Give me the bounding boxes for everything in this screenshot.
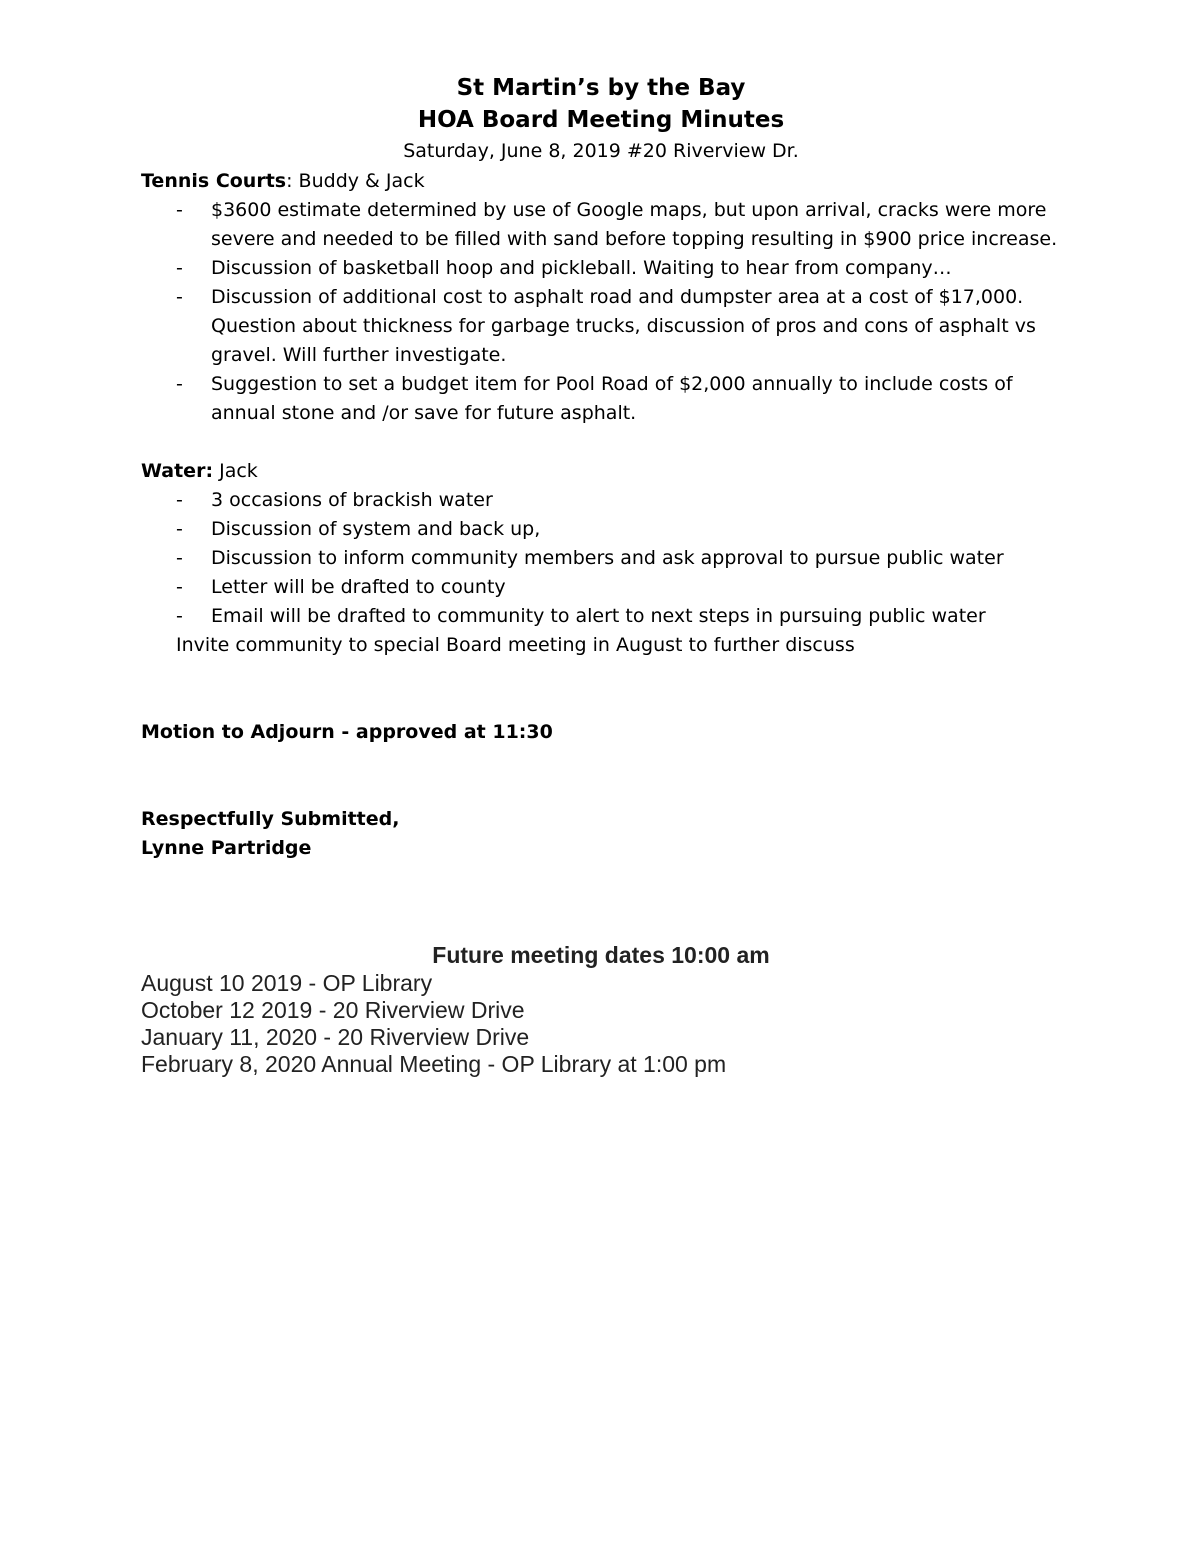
signoff-line: Respectfully Submitted, xyxy=(141,808,400,830)
water-items-list xyxy=(141,486,1061,631)
list-item-text: Discussion to inform community members and ask approval to pursue public water xyxy=(211,547,1004,569)
list-item xyxy=(141,283,1061,370)
list-item: February 8, 2020 Annual Meeting - OP Library at 1:00 pm xyxy=(141,1051,727,1077)
list-item: October 12 2019 - 20 Riverview Drive xyxy=(141,997,525,1023)
dash-bullet: - xyxy=(176,605,183,627)
spacer xyxy=(141,660,1061,718)
section-water-label: Water: xyxy=(141,460,214,482)
document-title: St Martin’s by the Bay xyxy=(456,75,746,101)
list-item: August 10 2019 - OP Library xyxy=(141,970,433,996)
spacer xyxy=(141,428,1061,457)
dash-bullet: - xyxy=(176,199,183,221)
list-item xyxy=(141,254,1061,283)
dash-bullet: - xyxy=(176,373,183,395)
dash-bullet: - xyxy=(176,257,183,279)
dash-bullet: - xyxy=(176,286,183,308)
list-item-text: Discussion of additional cost to asphalt road and dumpster area at a cost of $17,000. Question about thickness for garbage trucks, discussion of pros and cons of asphalt vs gravel. Will further investigate. xyxy=(211,286,1036,366)
dash-bullet: - xyxy=(176,576,183,598)
section-water-lead: Jack xyxy=(213,460,258,482)
minutes-body xyxy=(141,72,1061,863)
list-item xyxy=(141,602,1061,631)
adjourn-motion: Motion to Adjourn - approved at 11:30 xyxy=(141,721,553,743)
spacer xyxy=(141,747,1061,805)
section-tennis-lead: : Buddy & Jack xyxy=(286,170,425,192)
list-item-text: Email will be drafted to community to alert to next steps in pursuing public water xyxy=(211,605,986,627)
list-item-text: Suggestion to set a budget item for Pool Road of $2,000 annually to include costs of annual stone and /or save for future asphalt. xyxy=(211,373,1013,424)
list-item xyxy=(141,196,1061,254)
dash-bullet: - xyxy=(176,518,183,540)
future-meetings-title: Future meeting dates 10:00 am xyxy=(432,942,770,968)
list-item xyxy=(141,486,1061,515)
list-item-text: 3 occasions of brackish water xyxy=(211,489,493,511)
signoff-name: Lynne Partridge xyxy=(141,837,312,859)
document-subtitle-heading: HOA Board Meeting Minutes xyxy=(417,107,785,133)
list-item xyxy=(141,544,1061,573)
list-item xyxy=(141,370,1061,428)
dash-bullet: - xyxy=(176,547,183,569)
list-item-text: Letter will be drafted to county xyxy=(211,576,506,598)
list-item xyxy=(141,573,1061,602)
section-water-heading xyxy=(141,457,1061,486)
list-item-text: Discussion of system and back up, xyxy=(211,518,541,540)
meeting-date-location: Saturday, June 8, 2019 #20 Riverview Dr. xyxy=(403,140,799,162)
list-item xyxy=(141,515,1061,544)
dash-bullet: - xyxy=(176,489,183,511)
section-tennis-label: Tennis Courts xyxy=(141,170,287,192)
list-item-text: Discussion of basketball hoop and pickleball. Waiting to hear from company… xyxy=(211,257,952,279)
future-meetings xyxy=(141,940,1061,1078)
list-item: January 11, 2020 - 20 Riverview Drive xyxy=(141,1024,530,1050)
tennis-items-list xyxy=(141,196,1061,428)
list-item-text: $3600 estimate determined by use of Google maps, but upon arrival, cracks were more severe and needed to be filled with sand before topping resulting in $900 price increase. xyxy=(211,199,1058,250)
section-tennis-heading xyxy=(141,167,1061,196)
water-trailing-note: Invite community to special Board meeting in August to further discuss xyxy=(176,634,855,656)
